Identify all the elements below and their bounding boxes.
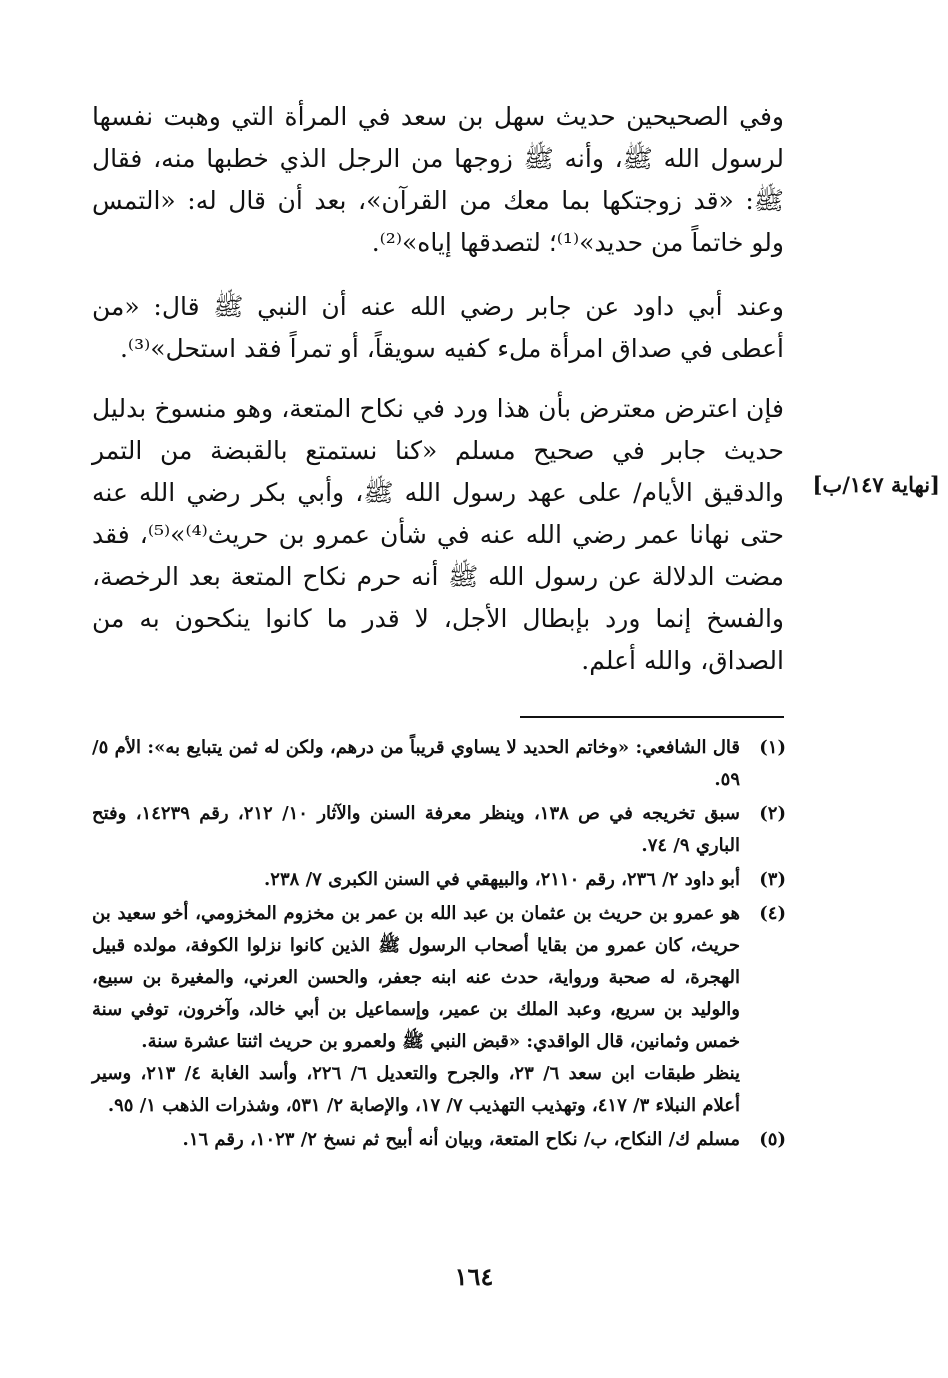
footnote-number: (٥)	[759, 1129, 786, 1150]
footnote-2	[92, 798, 786, 862]
paragraph-text: فإن اعترض معترض بأن هذا ورد في نكاح المتعة، وهو منسوخ بدليل حديث جابر في صحيح مسلم «كنا نستمتع بالقبضة من التمر والدقيق الأيام/ على عهد رسول الله ﷺ، وأبي بكر رضي الله عنه حتى نهانا عمر رضي الله عنه في شأن عمرو بن حريث⁽⁴⁾»⁽⁵⁾، فقد مضت الدلالة عن رسول الله ﷺ أنه حرم نكاح المتعة بعد الرخصة، والفسخ إنما ورد بإبطال الأجل، لا قدر ما كانوا ينكحون به من الصداق، والله أعلم.	[92, 394, 784, 675]
body-paragraph-3	[92, 388, 784, 682]
footnote-3	[92, 864, 786, 896]
footnote-text: أبو داود ٢/ ٢٣٦، رقم ٢١١٠، والبيهقي في السنن الكبرى ٧/ ٢٣٨.	[264, 869, 740, 890]
footnote-text: مسلم ك/ النكاح، ب/ نكاح المتعة، وبيان أنه أبيح ثم نسخ ٢/ ١٠٢٣، رقم ١٦.	[182, 1129, 740, 1150]
footnote-references: ينظر طبقات ابن سعد ٦/ ٢٣، والجرح والتعديل ٦/ ٢٢٦، وأسد الغابة ٤/ ٢١٣، وسير أعلام النبلاء ٣/ ٤١٧، وتهذيب التهذيب ٧/ ١٧، والإصابة ٢/ ٥٣١، وشذرات الذهب ١/ ٩٥.	[92, 1063, 741, 1116]
footnote-text	[92, 898, 740, 1122]
footnote-4	[92, 898, 786, 1122]
footnotes	[92, 732, 786, 1158]
footnote-number: (٤)	[759, 903, 786, 924]
footnote-5	[92, 1124, 786, 1156]
page-number: ١٦٤	[454, 1262, 494, 1291]
footnote-biography: هو عمرو بن حريث بن عثمان بن عبد الله بن عمر بن مخزوم المخزومي، أخو سعيد بن حريث، كان عمرو من بقايا أصحاب الرسول ﷺ الذين كانوا نزلوا الكوفة، مولده قبيل الهجرة، له صحبة ورواية، حدث عنه ابنه جعفر، والحسن العرني، والمغيرة بن سبيع، والوليد بن سريع، وعبد الملك بن عمير، وإسماعيل بن أبي خالد، وآخرون، توفي سنة خمس وثمانين، قال الواقدي: «قبض النبي ﷺ ولعمرو بن حريث اثنتا عشرة سنة.	[92, 903, 740, 1052]
paragraph-text: وفي الصحيحين حديث سهل بن سعد في المرأة التي وهبت نفسها لرسول الله ﷺ، وأنه ﷺ زوجها من الرجل الذي خطبها منه، فقال ﷺ: «قد زوجتكها بما معك من القرآن»، بعد أن قال له: «التمس ولو خاتماً من حديد»⁽¹⁾؛ لتصدقها إياه»⁽²⁾.	[92, 102, 784, 257]
footnote-text: سبق تخريجه في ص ١٣٨، وينظر معرفة السنن والآثار ١٠/ ٢١٢، رقم ١٤٢٣٩، وفتح الباري ٩/ ٧٤.	[92, 803, 740, 856]
footnote-number: (٢)	[759, 803, 786, 824]
footnote-text: قال الشافعي: «وخاتم الحديد لا يساوي قريباً من درهم، ولكن له ثمن يتبايع به»: الأم ٥/ ٥٩.	[92, 737, 740, 790]
footnote-number: (١)	[759, 737, 786, 758]
paragraph-text: وعند أبي داود عن جابر رضي الله عنه أن النبي ﷺ قال: «من أعطى في صداق امرأة ملء كفيه سويقاً، أو تمراً فقد استحل»⁽³⁾.	[92, 292, 784, 363]
manuscript-margin-note: [نهاية ١٤٧/ب]	[812, 472, 940, 497]
footnote-1	[92, 732, 786, 796]
body-paragraph-2	[92, 286, 784, 370]
body-paragraph-1	[92, 96, 784, 264]
footnote-separator	[520, 716, 784, 718]
footnote-number: (٣)	[759, 869, 786, 890]
